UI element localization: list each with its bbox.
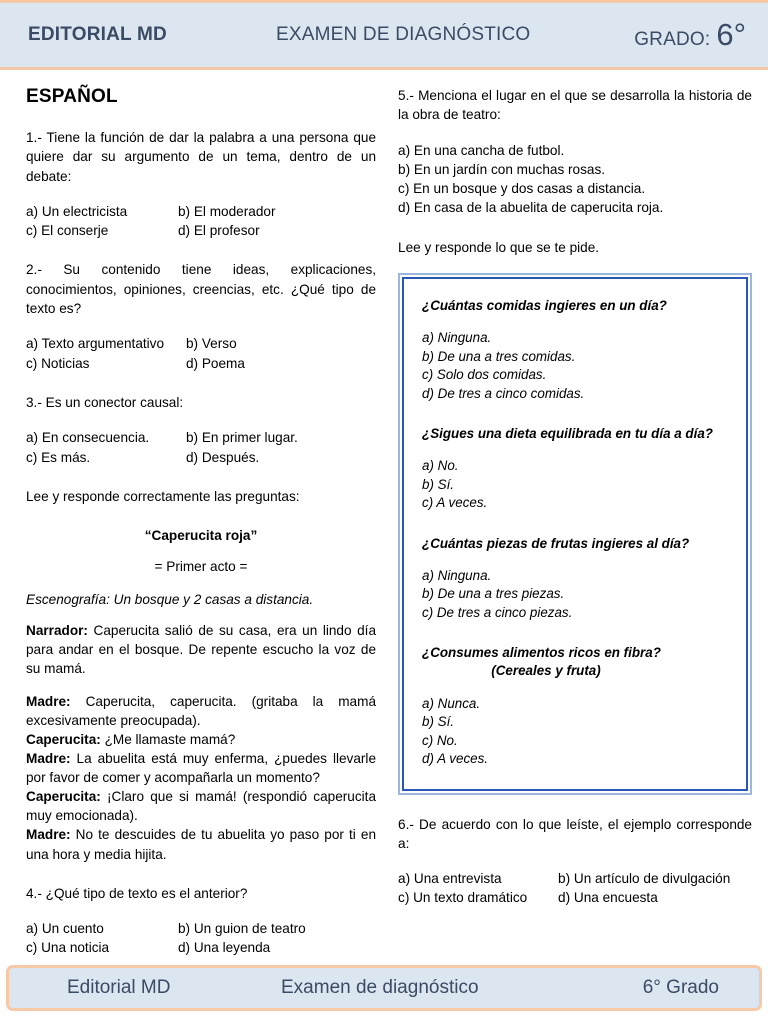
- play-line-text: ¿Me llamaste mamá?: [100, 732, 236, 748]
- survey-question-2: ¿Sigues una dieta equilibrada en tu día a día?: [422, 426, 713, 442]
- play-line: [26, 749, 376, 787]
- option-1a[interactable]: a) Un electricista: [26, 203, 128, 219]
- question-2-text: 2.- Su contenido tiene ideas, explicaciones, conocimientos, opiniones, creencias, etc. ¿Qué tipo de texto es?: [26, 262, 377, 317]
- survey-question-1-options: [422, 329, 730, 403]
- play-line: [26, 825, 376, 863]
- subject-title: ESPAÑOL: [26, 86, 118, 107]
- footer-title: Examen de diagnóstico: [281, 977, 479, 999]
- option-4c[interactable]: c) Una noticia: [26, 940, 110, 956]
- option-3a[interactable]: a) En consecuencia.: [26, 430, 150, 446]
- survey-option[interactable]: b) De una a tres comidas.: [422, 348, 576, 364]
- reading-instruction-right: Lee y responde lo que se te pide.: [398, 239, 600, 255]
- exam-content: [0, 70, 768, 957]
- option-4d[interactable]: d) Una leyenda: [178, 940, 271, 956]
- option-6b[interactable]: b) Un artículo de divulgación: [558, 871, 731, 887]
- survey-option[interactable]: d) De tres a cinco comidas.: [422, 385, 585, 401]
- option-1b[interactable]: b) El moderador: [178, 203, 276, 219]
- survey-option[interactable]: c) A veces.: [422, 495, 488, 511]
- header-grade: [634, 19, 746, 51]
- reading-instruction-left: Lee y responde correctamente las preguntas:: [26, 488, 300, 504]
- survey-option[interactable]: c) Solo dos comidas.: [422, 367, 547, 383]
- right-column: [392, 82, 752, 957]
- play-line-text: Caperucita, caperucita. (gritaba la mamá excesivamente preocupada).: [26, 694, 377, 729]
- question-5-options: [398, 141, 752, 218]
- survey-box: [398, 273, 752, 794]
- survey-question-1: ¿Cuántas comidas ingieres en un día?: [422, 298, 667, 314]
- question-4-options: [26, 919, 376, 958]
- survey-option[interactable]: c) No.: [422, 732, 458, 748]
- question-3-options: [26, 428, 376, 467]
- survey-option[interactable]: b) Sí.: [422, 714, 455, 730]
- option-6c[interactable]: c) Un texto dramático: [398, 890, 528, 906]
- option-row: [26, 202, 376, 221]
- play-line: [26, 787, 376, 825]
- footer-grade: 6° Grado: [642, 977, 719, 999]
- question-5-text: 5.- Menciona el lugar en el que se desarrolla la historia de la obra de teatro:: [398, 88, 752, 123]
- option-row: [26, 938, 376, 957]
- question-6-text: 6.- De acuerdo con lo que leíste, el ejemplo corresponde a:: [398, 816, 752, 851]
- play-line-text: ¡Claro que si mamá! (respondió caperucita muy emocionada).: [26, 789, 377, 824]
- survey-question-2-options: [422, 457, 730, 513]
- option-3c[interactable]: c) Es más.: [26, 449, 91, 465]
- option-2a[interactable]: a) Texto argumentativo: [26, 336, 165, 352]
- question-1-options: [26, 202, 376, 241]
- play-speaker: Madre:: [26, 751, 71, 767]
- survey-question-3-options: [422, 567, 730, 623]
- play-line-text: La abuelita está muy enferma, ¿puedes llevarle por favor de comer y acompañarla un momento?: [26, 751, 377, 786]
- survey-box-inner: [402, 277, 748, 790]
- option-2d[interactable]: d) Poema: [186, 355, 245, 371]
- option-4b[interactable]: b) Un guion de teatro: [178, 920, 306, 936]
- play-speaker: Madre:: [26, 827, 71, 843]
- header-grade-label: GRADO:: [634, 29, 711, 50]
- footer-wrapper: [0, 957, 768, 1021]
- play-speaker: Caperucita:: [26, 732, 101, 748]
- option-6a[interactable]: a) Una entrevista: [398, 871, 502, 887]
- question-3-text: 3.- Es un conector causal:: [26, 394, 184, 410]
- play-title: “Caperucita roja”: [144, 528, 258, 544]
- survey-option[interactable]: a) No.: [422, 458, 459, 474]
- play-act-label: = Primer acto =: [154, 559, 248, 575]
- option-1d[interactable]: d) El profesor: [178, 223, 260, 239]
- survey-option[interactable]: c) De tres a cinco piezas.: [422, 604, 573, 620]
- option-2c[interactable]: c) Noticias: [26, 355, 90, 371]
- play-line: [26, 692, 376, 730]
- play-line: [26, 621, 376, 678]
- survey-option[interactable]: b) De una a tres piezas.: [422, 586, 565, 602]
- play-line-text: Caperucita salió de su casa, era un lindo día para andar en el bosque. De repente escucho la voz de su mamá.: [26, 623, 377, 677]
- option-5a[interactable]: a) En una cancha de futbol.: [398, 142, 565, 158]
- header-brand: EDITORIAL MD: [28, 24, 167, 45]
- play-stage-direction: Escenografía: Un bosque y 2 casas a distancia.: [26, 592, 314, 608]
- option-5c[interactable]: c) En un bosque y dos casas a distancia.: [398, 181, 646, 197]
- survey-option[interactable]: a) Ninguna.: [422, 567, 492, 583]
- footer-brand: Editorial MD: [67, 977, 171, 999]
- page-footer: [6, 965, 762, 1011]
- option-row: [398, 869, 752, 888]
- option-1c[interactable]: c) El conserje: [26, 223, 109, 239]
- option-5b[interactable]: b) En un jardín con muchas rosas.: [398, 161, 606, 177]
- survey-question-4: [422, 644, 730, 680]
- option-row: [26, 919, 376, 938]
- play-line: [26, 730, 376, 749]
- option-3d[interactable]: d) Después.: [186, 449, 260, 465]
- question-2-options: [26, 334, 376, 373]
- option-6d[interactable]: d) Una encuesta: [558, 890, 658, 906]
- question-4-text: 4.- ¿Qué tipo de texto es el anterior?: [26, 885, 248, 901]
- option-row: [26, 428, 376, 447]
- survey-option[interactable]: b) Sí.: [422, 476, 455, 492]
- play-speaker: Narrador:: [26, 623, 88, 639]
- play-line-text: No te descuides de tu abuelita yo paso por ti en una hora y media hijita.: [26, 827, 377, 862]
- option-row: [26, 448, 376, 467]
- left-column: [16, 82, 376, 957]
- header-exam-title: EXAMEN DE DIAGNÓSTICO: [276, 24, 531, 45]
- header-grade-value: 6°: [716, 17, 746, 52]
- question-6-options: [398, 869, 752, 908]
- survey-question-3: ¿Cuántas piezas de frutas ingieres al día?: [422, 535, 690, 551]
- option-5d[interactable]: d) En casa de la abuelita de caperucita roja.: [398, 200, 664, 216]
- page-header: [0, 0, 768, 70]
- question-1-text: 1.- Tiene la función de dar la palabra a una persona que quiere dar su argumento de un tema, dentro de un debate:: [26, 130, 377, 184]
- survey-question-4-options: [422, 695, 730, 769]
- survey-option[interactable]: a) Ninguna.: [422, 330, 492, 346]
- option-row: [398, 888, 752, 907]
- survey-question-4-text: ¿Consumes alimentos ricos en fibra?: [422, 645, 661, 661]
- option-4a[interactable]: a) Un cuento: [26, 920, 104, 936]
- survey-option[interactable]: a) Nunca.: [422, 695, 481, 711]
- survey-question-4-subtitle: (Cereales y fruta): [491, 663, 601, 679]
- option-row: [26, 334, 376, 353]
- survey-option[interactable]: d) A veces.: [422, 751, 489, 767]
- option-row: [26, 354, 376, 373]
- option-3b[interactable]: b) En primer lugar.: [186, 430, 298, 446]
- option-row: [26, 221, 376, 240]
- play-speaker: Caperucita:: [26, 789, 101, 805]
- option-2b[interactable]: b) Verso: [186, 336, 237, 352]
- play-speaker: Madre:: [26, 694, 71, 710]
